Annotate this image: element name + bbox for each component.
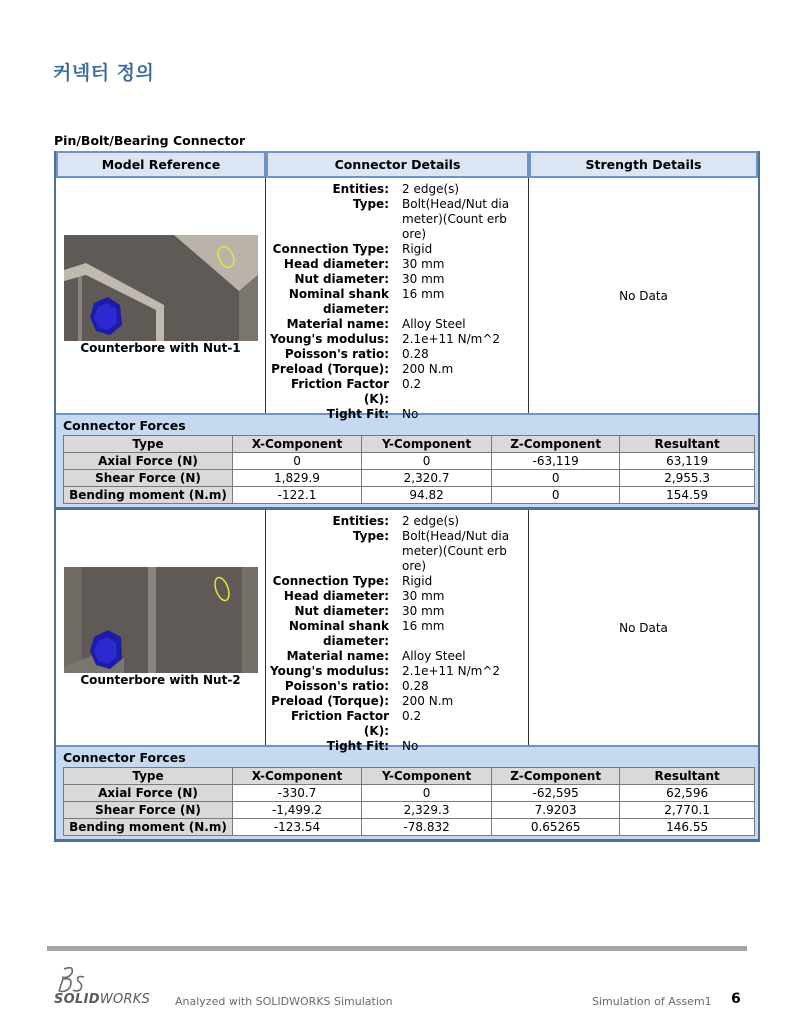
model-reference-cell bbox=[56, 178, 266, 413]
detail-label: Material name: bbox=[286, 317, 389, 331]
detail-value: 0.28 bbox=[402, 347, 429, 361]
detail-label: Poisson's ratio: bbox=[284, 679, 389, 693]
detail-item bbox=[266, 694, 528, 709]
detail-value: No bbox=[402, 407, 419, 421]
detail-label: Tight Fit: bbox=[326, 407, 389, 421]
logo-text-bold: SOLID bbox=[54, 992, 100, 1007]
forces-header-row bbox=[64, 768, 755, 785]
detail-value: 0.2 bbox=[402, 709, 422, 723]
detail-item bbox=[266, 574, 528, 589]
detail-value: Bolt(Head/Nut diameter)(Count erbore) bbox=[402, 197, 510, 241]
detail-value: Alloy Steel bbox=[402, 649, 466, 663]
detail-value: 30 mm bbox=[402, 589, 445, 603]
forces-table bbox=[63, 767, 755, 836]
force-value-cell: -63,119 bbox=[492, 453, 620, 470]
table-header-row bbox=[56, 151, 758, 178]
detail-value: Alloy Steel bbox=[402, 317, 466, 331]
forces-header-cell: X-Component bbox=[232, 768, 361, 785]
detail-value: 2.1e+11 N/m^2 bbox=[402, 664, 501, 678]
solidworks-wordmark bbox=[54, 992, 150, 1007]
page-number: 6 bbox=[731, 991, 741, 1007]
forces-header-cell: Z-Component bbox=[492, 436, 620, 453]
force-value-cell: -330.7 bbox=[232, 785, 361, 802]
header-strength-details: Strength Details bbox=[529, 151, 758, 178]
detail-item bbox=[266, 529, 528, 574]
detail-item bbox=[266, 589, 528, 604]
force-value-cell: 94.82 bbox=[362, 487, 492, 504]
footer-simulation-name: Simulation of Assem1 bbox=[592, 995, 712, 1008]
forces-row bbox=[64, 487, 755, 504]
detail-item bbox=[266, 664, 528, 679]
connector-details-cell bbox=[266, 178, 529, 421]
detail-item bbox=[266, 377, 528, 407]
model-caption: Counterbore with Nut-1 bbox=[80, 341, 241, 355]
detail-label: Preload (Torque): bbox=[271, 694, 389, 708]
header-model-reference: Model Reference bbox=[56, 151, 266, 178]
force-value-cell: 2,770.1 bbox=[620, 802, 755, 819]
detail-label: Entities: bbox=[332, 182, 389, 196]
forces-header-cell: Y-Component bbox=[362, 768, 492, 785]
detail-label: Friction Factor (K): bbox=[291, 709, 389, 738]
force-type-cell: Bending moment (N.m) bbox=[64, 819, 233, 836]
detail-item bbox=[266, 332, 528, 347]
detail-item bbox=[266, 182, 528, 197]
detail-item bbox=[266, 272, 528, 287]
detail-label: Type: bbox=[352, 197, 389, 211]
detail-item bbox=[266, 287, 528, 317]
detail-label: Nominal shank diameter: bbox=[288, 287, 389, 316]
force-value-cell: 2,329.3 bbox=[362, 802, 492, 819]
detail-value: 0.2 bbox=[402, 377, 422, 391]
page-title: 커넥터 정의 bbox=[53, 62, 155, 84]
detail-item bbox=[266, 604, 528, 619]
footer-divider bbox=[47, 946, 747, 951]
detail-label: Head diameter: bbox=[283, 257, 389, 271]
force-type-cell: Shear Force (N) bbox=[64, 802, 233, 819]
strength-details-cell: No Data bbox=[619, 620, 668, 635]
detail-value: No bbox=[402, 739, 419, 753]
forces-title: Connector Forces bbox=[63, 418, 186, 433]
detail-label: Nominal shank diameter: bbox=[288, 619, 389, 648]
model-reference-cell bbox=[56, 510, 266, 745]
detail-item bbox=[266, 649, 528, 664]
detail-value: 200 N.m bbox=[402, 362, 454, 376]
detail-value: 0.28 bbox=[402, 679, 429, 693]
force-value-cell: -1,499.2 bbox=[232, 802, 361, 819]
force-value-cell: 7.9203 bbox=[492, 802, 620, 819]
detail-value: Bolt(Head/Nut diameter)(Count erbore) bbox=[402, 529, 510, 573]
detail-item bbox=[266, 709, 528, 739]
detail-label: Preload (Torque): bbox=[271, 362, 389, 376]
detail-value: 16 mm bbox=[402, 287, 445, 301]
header-connector-details: Connector Details bbox=[266, 151, 529, 178]
forces-header-cell: Y-Component bbox=[362, 436, 492, 453]
detail-item bbox=[266, 514, 528, 529]
detail-value: 30 mm bbox=[402, 604, 445, 618]
detail-value: 30 mm bbox=[402, 257, 445, 271]
connector-forces-section bbox=[56, 745, 758, 842]
force-type-cell: Shear Force (N) bbox=[64, 470, 233, 487]
forces-row bbox=[64, 785, 755, 802]
detail-label: Friction Factor (K): bbox=[291, 377, 389, 406]
forces-header-cell: Resultant bbox=[620, 768, 755, 785]
connector-table bbox=[54, 151, 760, 842]
force-value-cell: 1,829.9 bbox=[232, 470, 361, 487]
force-value-cell: -78.832 bbox=[362, 819, 492, 836]
detail-value: 2.1e+11 N/m^2 bbox=[402, 332, 501, 346]
force-value-cell: 0 bbox=[362, 453, 492, 470]
detail-item bbox=[266, 197, 528, 242]
connector-row bbox=[56, 178, 758, 421]
detail-label: Material name: bbox=[286, 649, 389, 663]
detail-item bbox=[266, 317, 528, 332]
detail-label: Connection Type: bbox=[272, 574, 389, 588]
force-value-cell: -62,595 bbox=[492, 785, 620, 802]
force-value-cell: 0.65265 bbox=[492, 819, 620, 836]
force-value-cell: 0 bbox=[492, 470, 620, 487]
force-value-cell: 0 bbox=[492, 487, 620, 504]
forces-header-cell: Type bbox=[64, 768, 233, 785]
strength-details-cell: No Data bbox=[619, 288, 668, 303]
forces-row bbox=[64, 453, 755, 470]
force-value-cell: -123.54 bbox=[232, 819, 361, 836]
detail-label: Head diameter: bbox=[283, 589, 389, 603]
detail-label: Nut diameter: bbox=[294, 272, 389, 286]
detail-item bbox=[266, 347, 528, 362]
forces-row bbox=[64, 802, 755, 819]
detail-label: Nut diameter: bbox=[294, 604, 389, 618]
model-image bbox=[64, 567, 258, 673]
detail-value: Rigid bbox=[402, 242, 433, 256]
detail-value: 2 edge(s) bbox=[402, 514, 460, 528]
detail-label: Poisson's ratio: bbox=[284, 347, 389, 361]
detail-label: Entities: bbox=[332, 514, 389, 528]
detail-item bbox=[266, 242, 528, 257]
detail-label: Young's modulus: bbox=[270, 332, 389, 346]
forces-header-cell: Resultant bbox=[620, 436, 755, 453]
force-type-cell: Bending moment (N.m) bbox=[64, 487, 233, 504]
detail-item bbox=[266, 739, 528, 754]
solidworks-logo bbox=[54, 965, 164, 1010]
force-value-cell: 63,119 bbox=[620, 453, 755, 470]
forces-row bbox=[64, 819, 755, 836]
detail-item bbox=[266, 679, 528, 694]
force-type-cell: Axial Force (N) bbox=[64, 453, 233, 470]
model-caption: Counterbore with Nut-2 bbox=[80, 673, 241, 687]
detail-item bbox=[266, 407, 528, 422]
detail-value: 16 mm bbox=[402, 619, 445, 633]
ds-logo-icon bbox=[54, 965, 94, 995]
forces-header-cell: Z-Component bbox=[492, 768, 620, 785]
forces-table bbox=[63, 435, 755, 504]
force-value-cell: 2,955.3 bbox=[620, 470, 755, 487]
detail-item bbox=[266, 362, 528, 377]
force-type-cell: Axial Force (N) bbox=[64, 785, 233, 802]
detail-value: Rigid bbox=[402, 574, 433, 588]
detail-label: Type: bbox=[352, 529, 389, 543]
force-value-cell: -122.1 bbox=[232, 487, 361, 504]
logo-text-rest: WORKS bbox=[99, 992, 151, 1007]
detail-label: Connection Type: bbox=[272, 242, 389, 256]
force-value-cell: 2,320.7 bbox=[362, 470, 492, 487]
detail-value: 2 edge(s) bbox=[402, 182, 460, 196]
detail-item bbox=[266, 257, 528, 272]
force-value-cell: 62,596 bbox=[620, 785, 755, 802]
connector-forces-section bbox=[56, 413, 758, 510]
section-title: Pin/Bolt/Bearing Connector bbox=[54, 133, 246, 148]
force-value-cell: 0 bbox=[232, 453, 361, 470]
connector-details-cell bbox=[266, 510, 529, 753]
forces-row bbox=[64, 470, 755, 487]
connector-row bbox=[56, 510, 758, 753]
force-value-cell: 0 bbox=[362, 785, 492, 802]
detail-value: 200 N.m bbox=[402, 694, 454, 708]
forces-header-row bbox=[64, 436, 755, 453]
force-value-cell: 154.59 bbox=[620, 487, 755, 504]
detail-item bbox=[266, 619, 528, 649]
detail-label: Young's modulus: bbox=[270, 664, 389, 678]
detail-value: 30 mm bbox=[402, 272, 445, 286]
force-value-cell: 146.55 bbox=[620, 819, 755, 836]
footer-analyzed-text: Analyzed with SOLIDWORKS Simulation bbox=[175, 995, 393, 1008]
forces-header-cell: X-Component bbox=[232, 436, 361, 453]
model-image bbox=[64, 235, 258, 341]
forces-header-cell: Type bbox=[64, 436, 233, 453]
forces-title: Connector Forces bbox=[63, 750, 186, 765]
detail-label: Tight Fit: bbox=[326, 739, 389, 753]
